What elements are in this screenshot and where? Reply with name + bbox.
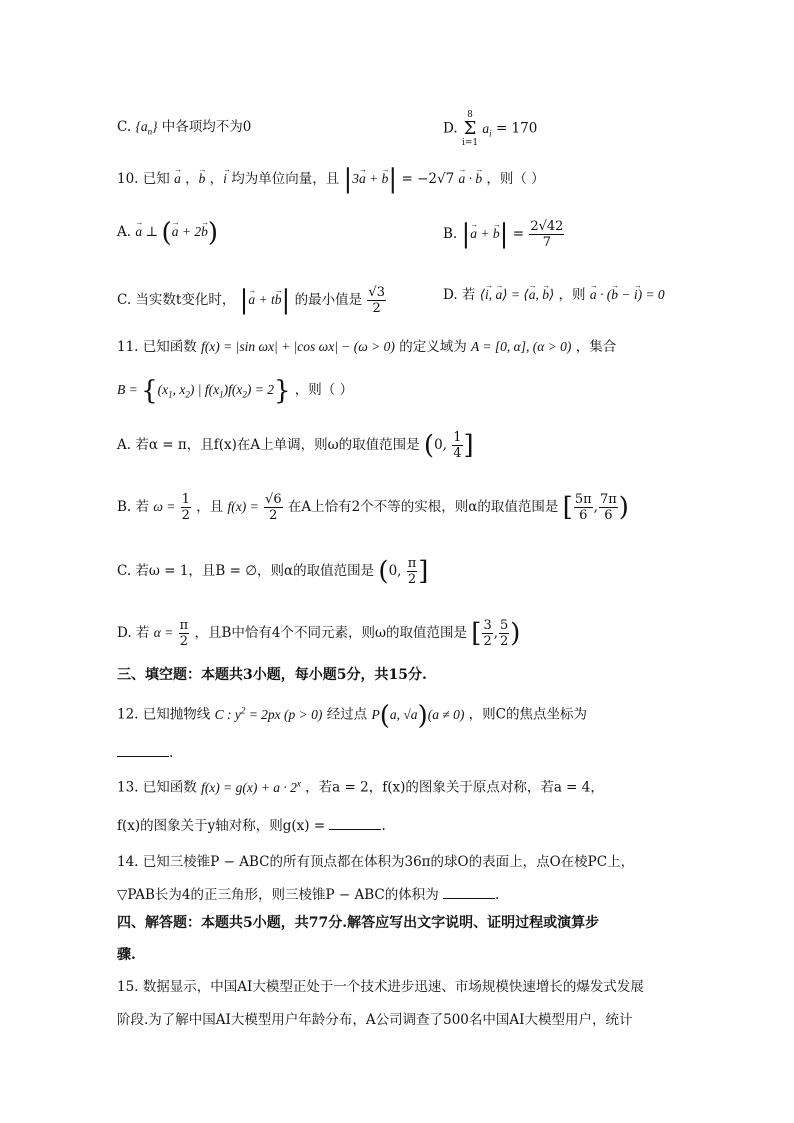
q11-option-a: A. 若α = π，且f(x)在A上单调，则ω的取值范围是 (0, $\frac{1}{4}$ ] <box>117 430 474 461</box>
q10-option-a: A. → a ⊥ (→ a + 2→ b) <box>117 222 218 243</box>
q9-option-d: D. 8 Σ i=1 $a_i = 170$ <box>443 110 538 148</box>
q14-answer-blank[interactable] <box>443 884 495 899</box>
q13-stem-line1: 13. 已知函数 $f(x) = g(x) + a \cdot 2^x$ ，若a = 2，f(x)的图象关于原点对称，若a = 4， <box>117 778 604 796</box>
q13-stem-line2: f(x)的图象关于y轴对称，则g(x) = . <box>117 815 386 836</box>
q12-answer-blank[interactable]: . <box>117 742 173 763</box>
q10-option-d: D. 若 ⟨→ i, → a⟩ = ⟨→ a, → b⟩ ，则 → a · (→ b − → i) = 0 <box>443 285 665 305</box>
section-4-heading: 四、解答题：本题共5小题，共77分.解答应写出文字说明、证明过程或演算步 <box>117 915 600 931</box>
q10-stem: 10. 已知 → a ，→ b ，→ i 均为单位向量，且 |3→ a + → b| = −2√7 → a · → b ，则（ ） <box>117 169 545 190</box>
q11-option-c: C. 若ω = 1，且B = ∅，则α的取值范围是 (0, $\frac{\pi}{2}$ ] <box>117 556 429 587</box>
q12-stem: 12. 已知抛物线 C : $y^2 = 2px$ (p > 0) 经过点 P(a, √a)(a ≠ 0) ，则C的焦点坐标为 <box>117 700 588 731</box>
section-3-heading: 三、填空题：本题共3小题，每小题5分，共15分. <box>117 667 427 683</box>
q11-option-b: B. 若 ω = $\frac{1}{2}$ ，且 f(x) = $\frac{√6}{2}$ 在A上恰有2个不等的实根，则α的取值范围是 [ $\frac{5\pi}{6}$ , $\frac{7\pi}{6}$ ) <box>117 492 629 523</box>
q14-stem-line1: 14. 已知三棱锥P − ABC的所有顶点都在体积为36π的球O的表面上，点O在棱PC上， <box>117 854 635 870</box>
q10-option-c: C. 当实数t变化时， |→ a + t→ b| 的最小值是 $\frac{√3}{2}$ <box>117 285 387 316</box>
q14-stem-line2: ▽PAB长为4的正三角形，则三棱锥P − ABC的体积为 . <box>117 884 499 905</box>
q15-stem-line1: 15. 数据显示，中国AI大模型正处于一个技术进步迅速、市场规模快速增长的爆发式发展 <box>117 979 644 995</box>
section-4-heading-cont: 骤. <box>117 947 136 963</box>
q13-answer-blank[interactable] <box>329 815 381 830</box>
q11-option-d: D. 若 α = $\frac{\pi}{2}$ ，且B中恰有4个不同元素，则ω的取值范围是 [ $\frac{3}{2}$ , $\frac{5}{2}$ ) <box>117 618 521 649</box>
q10-option-b: B. |→ a + → b| = $\frac{2√42}{7}$ <box>443 219 565 250</box>
q15-stem-line2: 阶段.为了解中国AI大模型用户年龄分布，A公司调查了500名中国AI大模型用户，统计 <box>117 1012 633 1028</box>
q9-option-c: C. $\{a_n\}$ 中各项均不为0 <box>117 119 252 137</box>
q11-stem-line2: $B = \{(x_1$, $x_2$) | $f(x_1)f(x_2) = 2$} ，则（ ） <box>117 375 354 406</box>
q11-stem-line1: 11. 已知函数 f(x) = |sin ωx| + |cos ωx| − (ω > 0) 的定义域为 A = [0, α], (α > 0) ，集合 <box>117 339 617 355</box>
